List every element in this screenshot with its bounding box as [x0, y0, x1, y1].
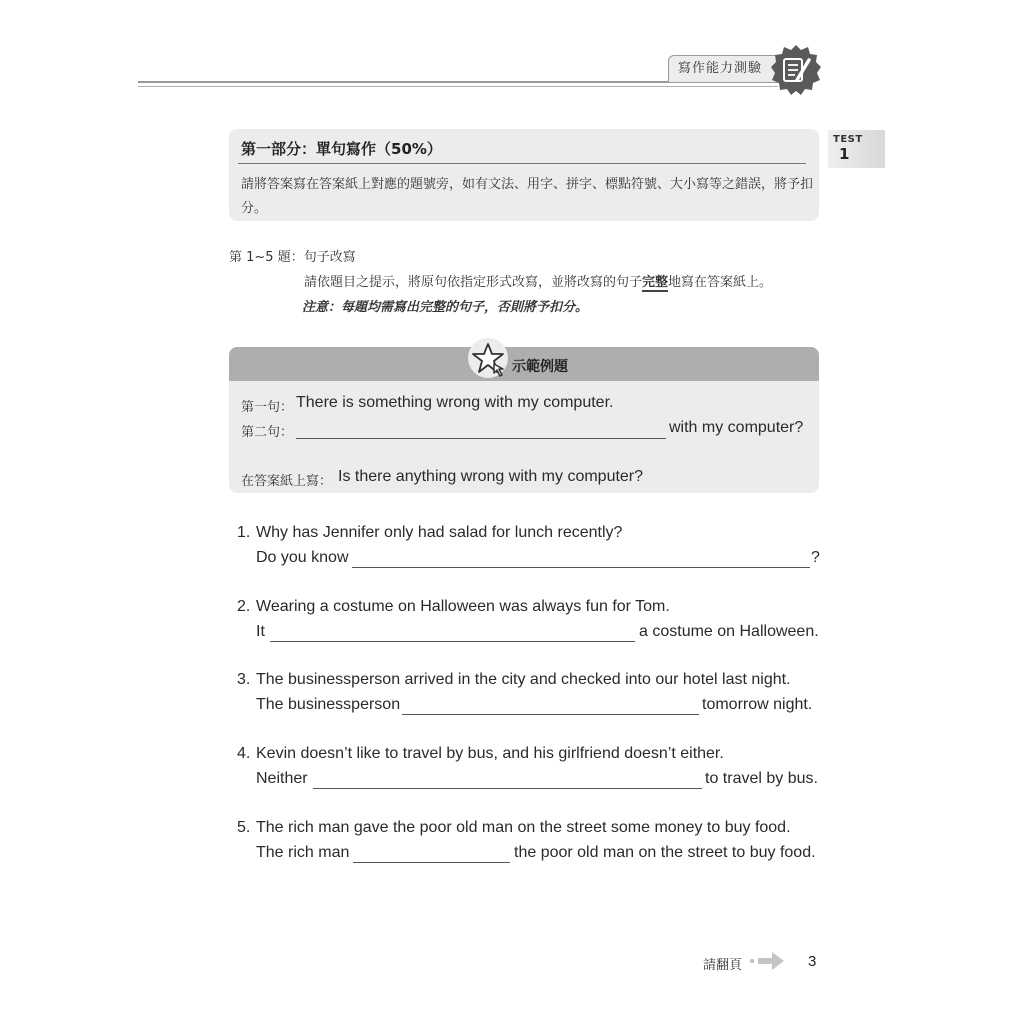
answer-blank: [402, 714, 699, 715]
question-original: Wearing a costume on Halloween was always fun for Tom.: [256, 598, 670, 615]
question-number: 4.: [237, 745, 251, 762]
section-divider: [238, 163, 806, 164]
question-prefix: It: [256, 623, 265, 640]
example-line2-label: 第二句：: [241, 425, 294, 440]
answer-blank: [353, 862, 510, 863]
questions-heading: 第 1~5 題：句子改寫: [229, 250, 356, 265]
question-number: 3.: [237, 671, 251, 688]
example-title: 示範例題: [512, 359, 568, 375]
question-number: 1.: [237, 524, 251, 541]
section-title: 第一部分：單句寫作（50%）: [241, 140, 442, 158]
question-suffix: to travel by bus.: [705, 770, 818, 787]
header-title: 寫作能力測驗: [668, 55, 788, 82]
question-prefix: Neither: [256, 770, 308, 787]
arrow-right-icon: [748, 950, 788, 972]
question-prefix: The rich man: [256, 844, 350, 861]
test-tab-label: TEST: [833, 134, 863, 145]
instruction-emphasis: 完整: [642, 275, 669, 290]
edit-icon: [770, 44, 822, 96]
question-suffix: a costume on Halloween.: [639, 623, 819, 640]
question-prefix: Do you know: [256, 549, 349, 566]
turn-page-text: 請翻頁: [703, 958, 743, 973]
questions-instruction: [304, 271, 772, 290]
example-answer-blank: [296, 438, 666, 439]
star-pointer-icon: [472, 342, 508, 378]
answer-blank: [352, 567, 810, 568]
question-original: The rich man gave the poor old man on the street some money to buy food.: [256, 819, 791, 836]
test-tab: [828, 130, 885, 168]
instruction-text-pre: 請依題目之提示，將原句依指定形式改寫，並將改寫的句子: [304, 275, 643, 290]
answer-blank: [270, 641, 635, 642]
example-answer-text: Is there anything wrong with my computer?: [338, 468, 644, 485]
question-original: The businessperson arrived in the city and checked into our hotel last night.: [256, 671, 791, 688]
question-original: Kevin doesn’t like to travel by bus, and his girlfriend doesn’t either.: [256, 745, 724, 762]
question-number: 2.: [237, 598, 251, 615]
section-description: 請將答案寫在答案紙上對應的題號旁，如有文法、用字、拼字、標點符號、大小寫等之錯誤，將予扣分。: [241, 177, 814, 216]
example-line1-text: There is something wrong with my computer.: [296, 394, 614, 411]
example-answer-label: 在答案紙上寫：: [241, 474, 333, 489]
page-number: 3: [808, 953, 817, 970]
header-rule-thin: [138, 86, 778, 87]
test-tab-number: 1: [839, 145, 850, 163]
question-original: Why has Jennifer only had salad for lunch recently?: [256, 524, 623, 541]
question-suffix: ?: [811, 549, 820, 566]
example-line1-label: 第一句：: [241, 400, 294, 415]
question-number: 5.: [237, 819, 251, 836]
instruction-text-post: 地寫在答案紙上。: [668, 275, 773, 290]
questions-note: 注意：每題均需寫出完整的句子，否則將予扣分。: [302, 300, 589, 315]
question-prefix: The businessperson: [256, 696, 401, 713]
question-suffix: tomorrow night.: [702, 696, 813, 713]
answer-blank: [313, 788, 702, 789]
example-line2-suffix: with my computer?: [669, 419, 804, 436]
question-suffix: the poor old man on the street to buy food.: [514, 844, 816, 861]
